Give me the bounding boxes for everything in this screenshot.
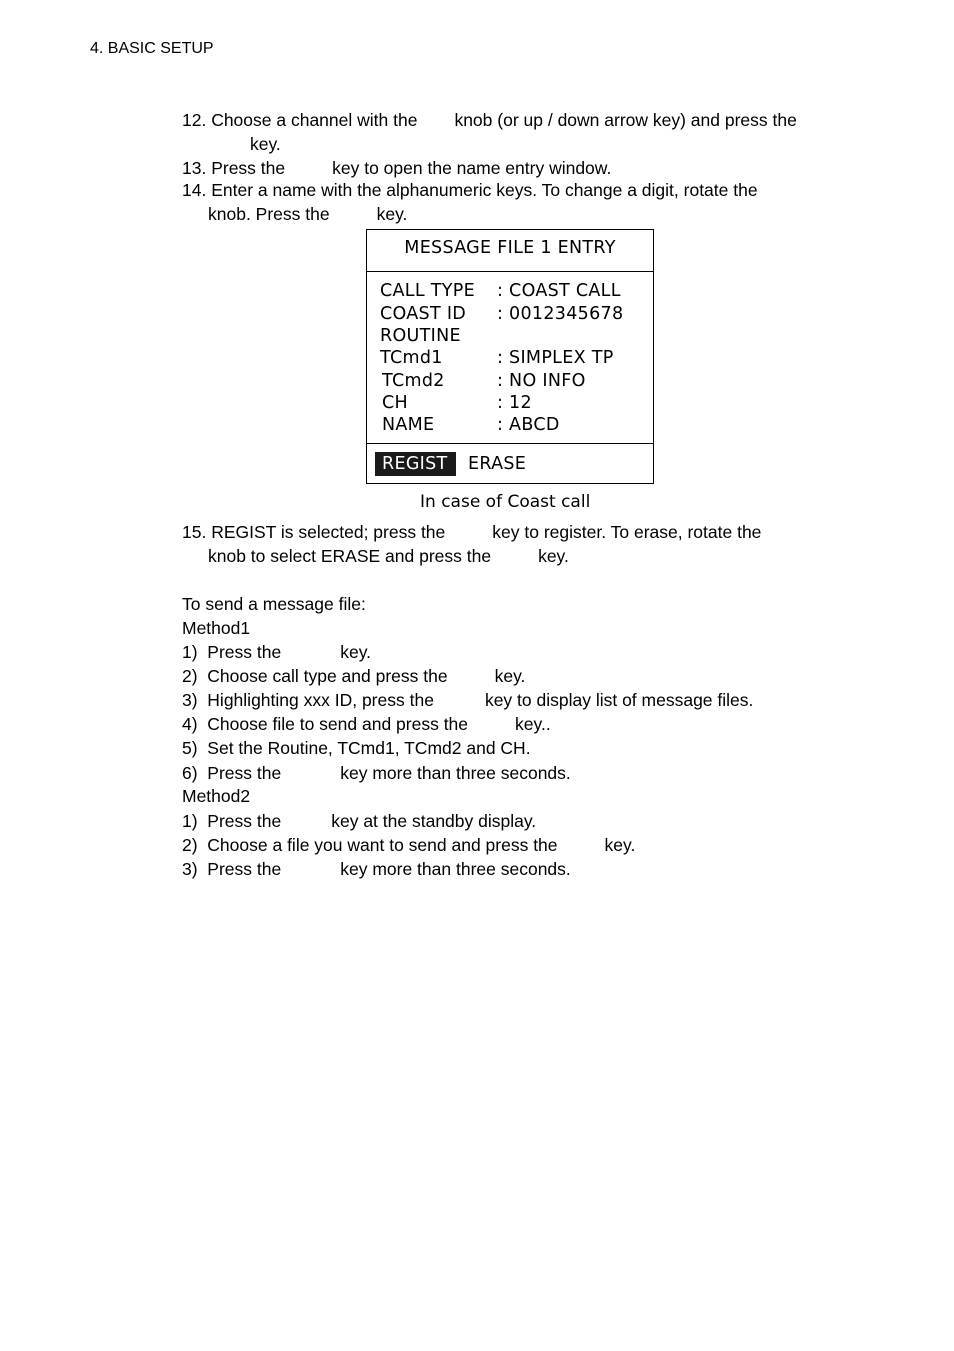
step-12-line-1 [182,108,797,132]
regist-option: REGIST [375,452,456,476]
method1-step-2: 2) Choose call type and press the key. [182,666,526,686]
method1-heading: Method1 [182,618,251,638]
erase-option: ERASE [468,454,527,474]
step-15-text-a: 15. REGIST is selected; press the [182,522,446,542]
method2-step-3: 3) Press the key more than three seconds. [182,859,571,879]
message-file-entry-screen [366,229,654,484]
step-14-text-c: key. [376,204,408,224]
method2-step-2: 2) Choose a file you want to send and press the key. [182,835,636,855]
row-label: TCmd2 [382,371,445,391]
step-14-line-1: 14. Enter a name with the alphanumeric keys. To change a digit, rotate the [182,180,758,200]
step-15-text-b: key to register. To erase, rotate the [492,522,762,542]
step-12-line-2: key. [250,134,281,154]
method1-step-1: 1) Press the key. [182,642,372,662]
screen-title: MESSAGE FILE 1 ENTRY [404,238,616,258]
row-value: : 12 [497,393,532,413]
method1-step-6: 6) Press the key more than three seconds. [182,763,571,783]
row-value: : COAST CALL [497,281,621,301]
method1-step-4: 4) Choose file to send and press the key.. [182,714,551,734]
method1-step-5: 5) Set the Routine, TCmd1, TCmd2 and CH. [182,738,531,758]
screen-divider-bottom [367,443,653,444]
row-label: CH [382,393,408,413]
step-15-line-2 [208,544,569,568]
step-15-line-1 [182,520,761,544]
row-value: : SIMPLEX TP [497,348,614,368]
row-value: : NO INFO [497,371,586,391]
step-12-text-a: 12. Choose a channel with the [182,110,418,130]
row-label: TCmd1 [380,348,443,368]
step-13 [182,156,611,180]
step-13-text-b: key to open the name entry window. [332,158,612,178]
method2-step-1: 1) Press the key at the standby display. [182,811,537,831]
step-14-text-b: knob. Press the [208,204,330,224]
row-label: NAME [382,415,435,435]
step-13-text-a: 13. Press the [182,158,286,178]
page-header: 4. BASIC SETUP [90,40,214,57]
send-intro: To send a message file: [182,594,366,614]
step-12-text-b: knob (or up / down arrow key) and press the [454,110,797,130]
row-label: COAST ID [380,304,467,324]
screen-divider-top [367,271,653,272]
row-value: : ABCD [497,415,560,435]
figure-caption: In case of Coast call [420,492,591,512]
step-15-text-d: key. [538,546,569,566]
step-14-line-2 [208,202,407,226]
row-label: ROUTINE [380,326,461,346]
method2-heading: Method2 [182,786,251,806]
method1-step-3: 3) Highlighting xxx ID, press the key to display list of message files. [182,690,754,710]
row-label: CALL TYPE [380,281,475,301]
row-value: : 0012345678 [497,304,624,324]
step-15-text-c: knob to select ERASE and press the [208,546,492,566]
